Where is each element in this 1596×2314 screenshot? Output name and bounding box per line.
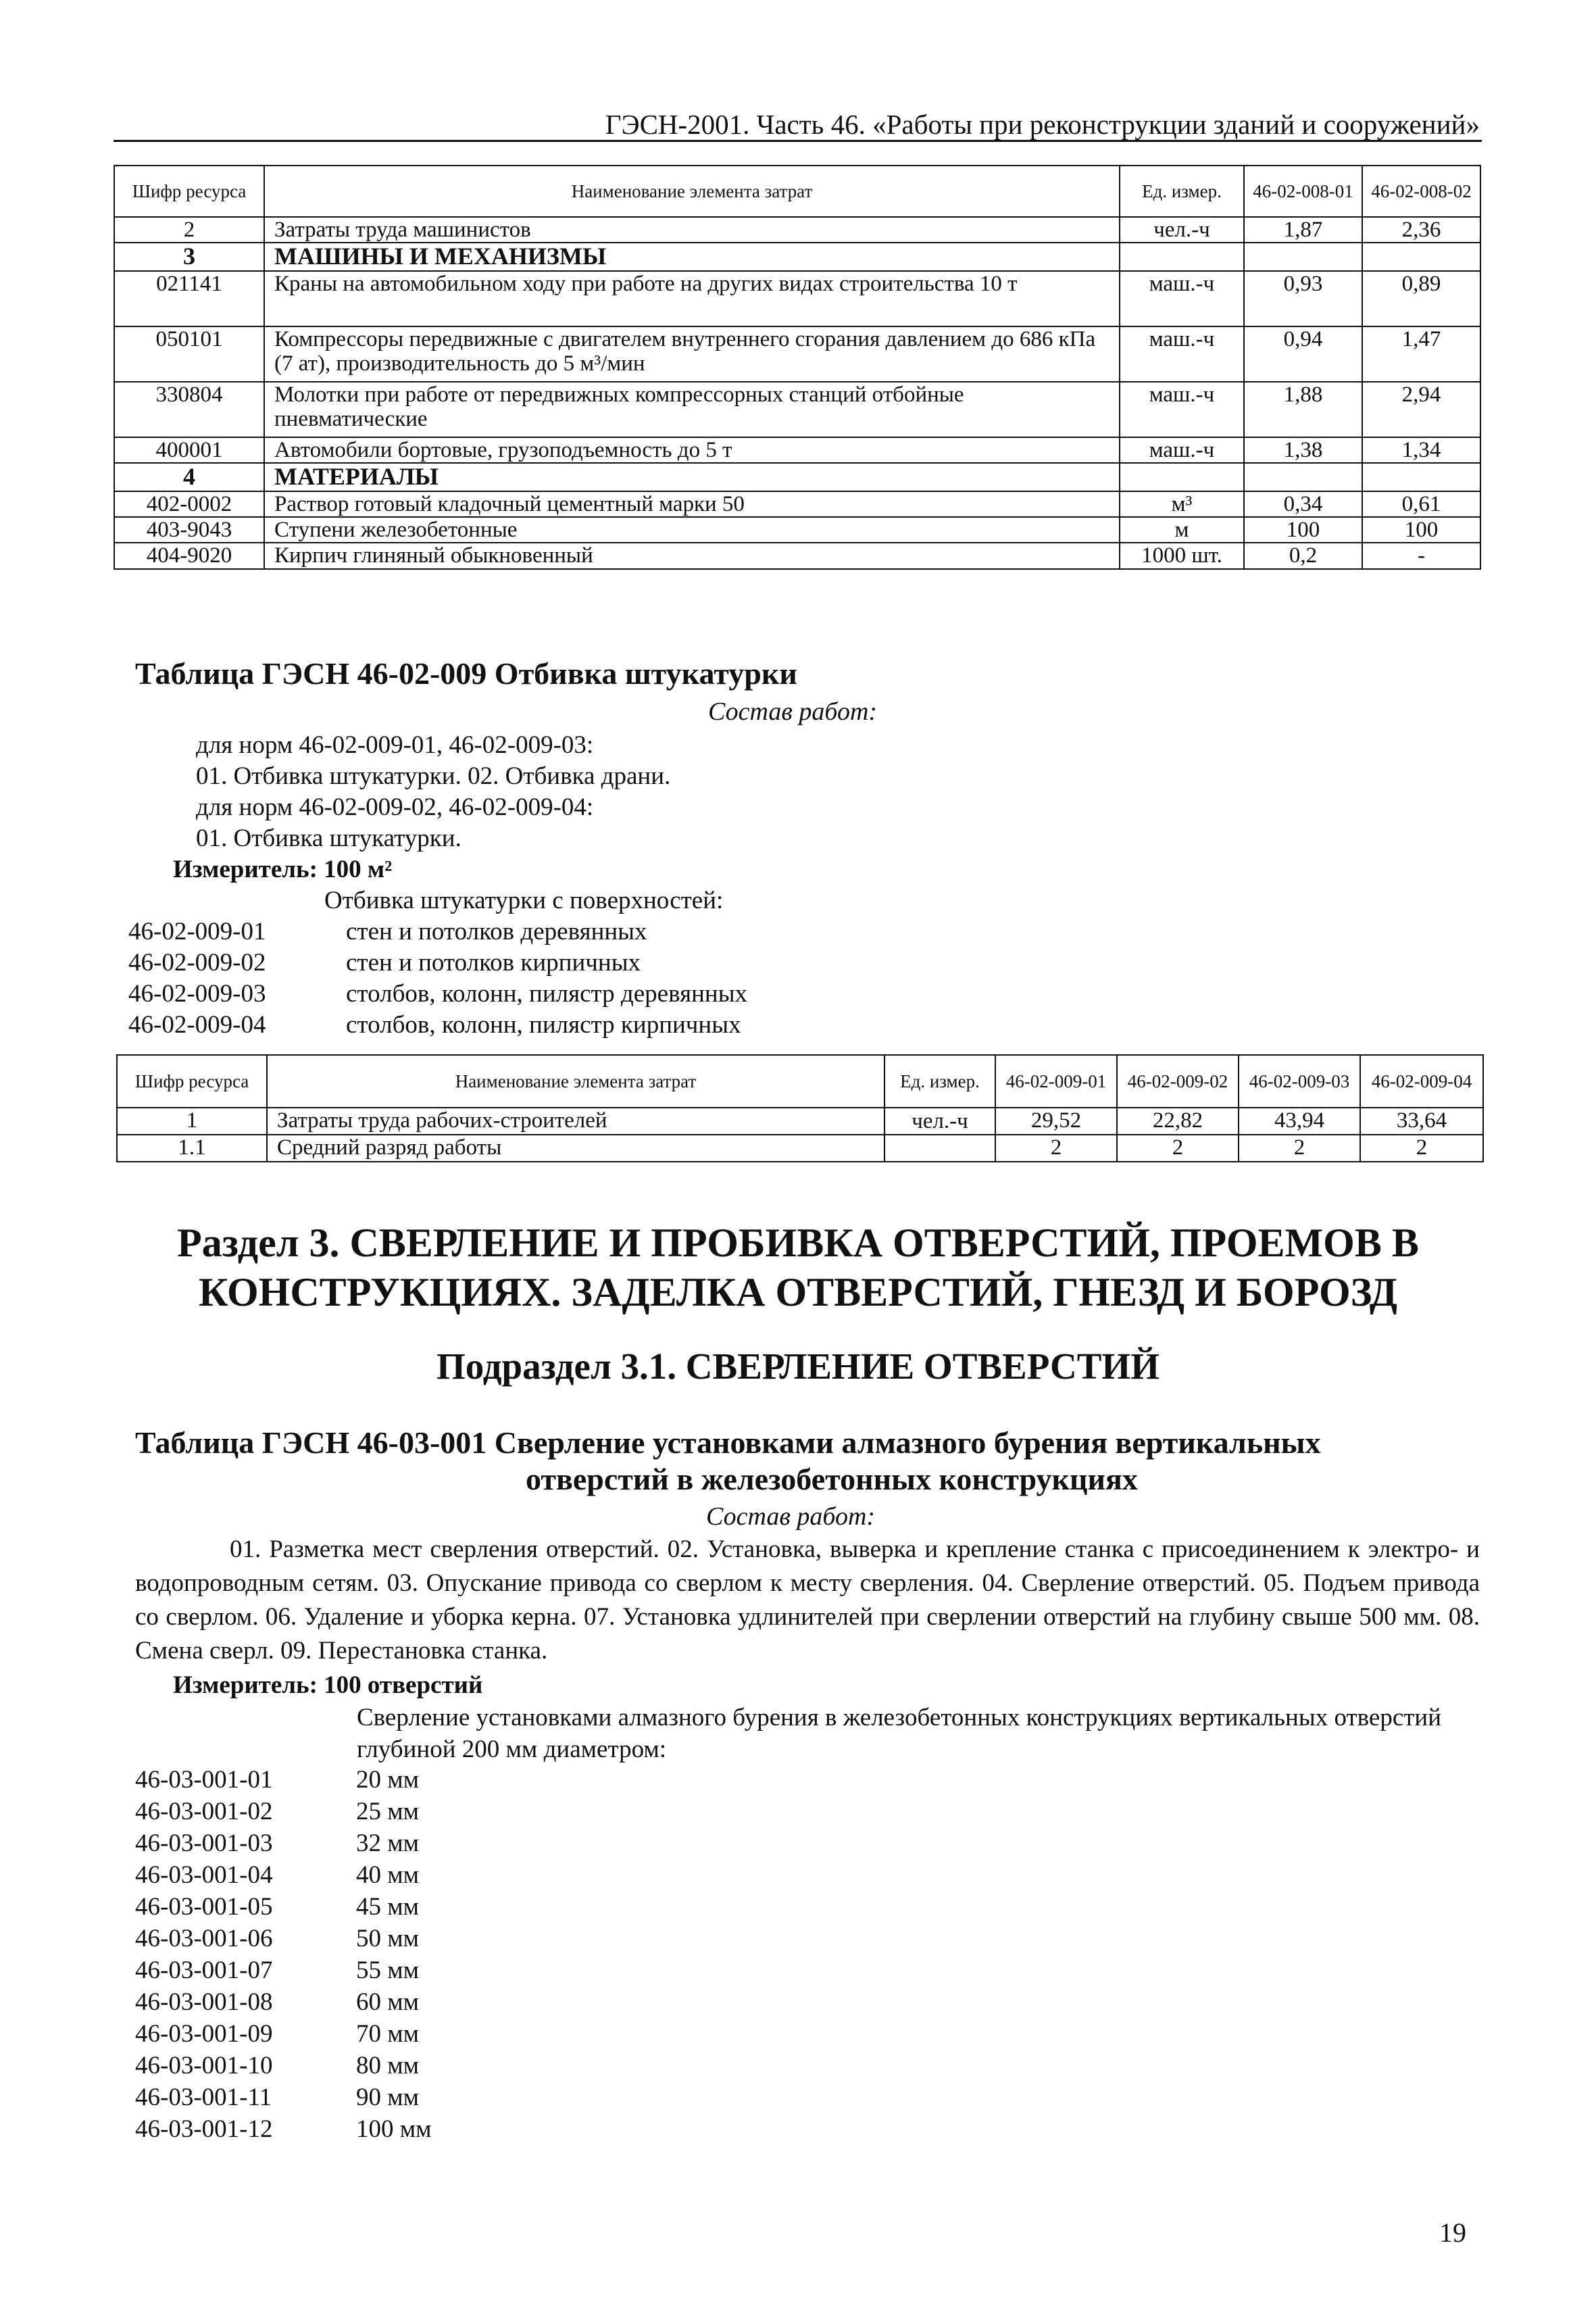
unit: 1000 шт. <box>1120 543 1244 568</box>
composition-line: для норм 46-02-009-01, 46-02-009-03: <box>196 731 594 759</box>
header-resource-code: Шифр ресурса <box>117 1055 267 1108</box>
unit: м <box>1120 517 1244 543</box>
header-cost-element: Наименование элемента затрат <box>264 166 1120 217</box>
norm-description: 25 мм <box>356 1798 420 1825</box>
section-label: МАШИНЫ И МЕХАНИЗМЫ <box>264 243 1120 271</box>
cost-element: Автомобили бортовые, грузоподъемность до 5 т <box>264 437 1120 463</box>
unit: маш.-ч <box>1120 382 1244 437</box>
table-row <box>114 543 1480 568</box>
norm-code: 46-02-009-03 <box>128 980 266 1008</box>
cost-element: Компрессоры передвижные с двигателем внутреннего сгорания давлением до 686 кПа (7 ат), производительность до 5 м³/мин <box>264 326 1120 382</box>
norms-intro: Сверление установками алмазного бурения в железобетонных конструкциях вертикальных отверстий глубиной 200 мм диаметром: <box>357 1704 1442 1763</box>
norm-description: 32 мм <box>356 1829 420 1857</box>
unit: м³ <box>1120 491 1244 517</box>
value-1: 29,52 <box>995 1108 1117 1135</box>
norm-description: 80 мм <box>356 2052 420 2079</box>
table-title-46-03-001-continued: отверстий в железобетонных конструкциях <box>526 1462 1138 1496</box>
norm-code: 46-03-001-05 <box>135 1893 273 1921</box>
resource-code: 4 <box>114 463 264 491</box>
norm-description: 20 мм <box>356 1766 420 1794</box>
value-2: 2 <box>1117 1135 1239 1162</box>
meter-unit: Измеритель: 100 м² <box>173 856 393 883</box>
value-2: - <box>1362 543 1480 568</box>
norm-description: 90 мм <box>356 2084 420 2111</box>
resource-code: 021141 <box>114 271 264 326</box>
norm-code: 46-03-001-08 <box>135 1988 273 2016</box>
unit: чел.-ч <box>1120 217 1244 243</box>
header-norm-col-2: 46-02-008-02 <box>1362 166 1480 217</box>
header-resource-code: Шифр ресурса <box>114 166 264 217</box>
meter-unit: Измеритель: 100 отверстий <box>173 1671 483 1699</box>
composition-text: 01. Разметка мест сверления отверстий. 02. Установка, выверка и крепление станка с присоединением к электро- и водопроводным сетям. 03. Опускание привода со сверлом к месту сверления. 04. Сверление отверстий. 05. Подъем привода со сверлом. 06. Удаление и уборка керна. 07. Установка удлинителей при сверлении отверстий на глубину свыше 500 мм. 08. Смена сверл. 09. Перестановка станка. <box>135 1535 1480 1665</box>
value-2: 0,89 <box>1362 271 1480 326</box>
unit: маш.-ч <box>1120 437 1244 463</box>
resource-table-46-02-009 <box>116 1054 1484 1162</box>
norm-description: столбов, колонн, пилястр деревянных <box>346 980 748 1008</box>
unit: маш.-ч <box>1120 326 1244 382</box>
header-norm-col-1: 46-02-008-01 <box>1244 166 1362 217</box>
header-cost-element: Наименование элемента затрат <box>267 1055 884 1108</box>
resource-code: 2 <box>114 217 264 243</box>
norm-code: 46-03-001-11 <box>135 2084 272 2111</box>
section-heading: КОНСТРУКЦИЯХ. ЗАДЕЛКА ОТВЕРСТИЙ, ГНЕЗД И БОРОЗД <box>199 1270 1397 1314</box>
norm-code: 46-02-009-01 <box>128 918 266 945</box>
unit: маш.-ч <box>1120 271 1244 326</box>
composition-line: 01. Отбивка штукатурки. 02. Отбивка драни. <box>196 762 671 790</box>
norm-code: 46-03-001-07 <box>135 1956 273 1984</box>
table-row <box>114 491 1480 517</box>
norm-description: стен и потолков кирпичных <box>346 949 641 977</box>
value-1: 100 <box>1244 517 1362 543</box>
resource-code: 402-0002 <box>114 491 264 517</box>
running-header: ГЭСН-2001. Часть 46. «Работы при реконструкции зданий и сооружений» <box>605 109 1480 140</box>
norm-code: 46-02-009-02 <box>128 949 266 977</box>
value-1: 0,94 <box>1244 326 1362 382</box>
table-row <box>114 517 1480 543</box>
composition-line: 01. Отбивка штукатурки. <box>196 824 462 852</box>
value-2: 100 <box>1362 517 1480 543</box>
norm-code: 46-03-001-04 <box>135 1861 273 1889</box>
table-row <box>114 217 1480 243</box>
cost-element: Молотки при работе от передвижных компрессорных станций отбойные пневматические <box>264 382 1120 437</box>
table-row <box>114 437 1480 463</box>
value-4: 33,64 <box>1360 1108 1483 1135</box>
table-header-row <box>117 1055 1483 1108</box>
value-1: 0,2 <box>1244 543 1362 568</box>
unit <box>1120 463 1244 491</box>
section-label: МАТЕРИАЛЫ <box>264 463 1120 491</box>
norm-description: 55 мм <box>356 1956 420 1984</box>
cost-element: Раствор готовый кладочный цементный марки 50 <box>264 491 1120 517</box>
unit: чел.-ч <box>884 1108 995 1135</box>
norm-code: 46-02-009-04 <box>128 1011 266 1039</box>
value-2 <box>1362 243 1480 271</box>
norm-code: 46-03-001-09 <box>135 2020 273 2048</box>
resource-code: 404-9020 <box>114 543 264 568</box>
resource-code: 1.1 <box>117 1135 267 1162</box>
value-2: 22,82 <box>1117 1108 1239 1135</box>
value-1 <box>1244 243 1362 271</box>
value-3: 43,94 <box>1239 1108 1360 1135</box>
composition-label: Состав работ: <box>706 1502 876 1531</box>
cost-element: Кирпич глиняный обыкновенный <box>264 543 1120 568</box>
value-2: 0,61 <box>1362 491 1480 517</box>
table-row <box>114 382 1480 437</box>
composition-line: для норм 46-02-009-02, 46-02-009-04: <box>196 793 594 821</box>
header-norm-col-4: 46-02-009-04 <box>1360 1055 1483 1108</box>
unit <box>884 1135 995 1162</box>
norm-code: 46-03-001-06 <box>135 1925 273 1952</box>
cost-element: Затраты труда машинистов <box>264 217 1120 243</box>
cost-element: Средний разряд работы <box>267 1135 884 1162</box>
norm-code: 46-03-001-12 <box>135 2115 273 2143</box>
norm-description: 40 мм <box>356 1861 420 1889</box>
value-2 <box>1362 463 1480 491</box>
header-unit: Ед. измер. <box>1120 166 1244 217</box>
norm-description: столбов, колонн, пилястр кирпичных <box>346 1011 741 1039</box>
composition-label: Состав работ: <box>708 697 878 726</box>
subsection-heading: Подраздел 3.1. СВЕРЛЕНИЕ ОТВЕРСТИЙ <box>437 1346 1159 1387</box>
cost-element: Ступени железобетонные <box>264 517 1120 543</box>
resource-code: 1 <box>117 1108 267 1135</box>
cost-element: Краны на автомобильном ходу при работе на других видах строительства 10 т <box>264 271 1120 326</box>
page-number: 19 <box>1439 2217 1466 2248</box>
unit <box>1120 243 1244 271</box>
table-header-row <box>114 166 1480 217</box>
table-row <box>114 243 1480 271</box>
header-norm-col-2: 46-02-009-02 <box>1117 1055 1239 1108</box>
table-row <box>114 326 1480 382</box>
norm-code: 46-03-001-03 <box>135 1829 273 1857</box>
resource-code: 403-9043 <box>114 517 264 543</box>
value-1: 0,34 <box>1244 491 1362 517</box>
value-1: 1,88 <box>1244 382 1362 437</box>
norm-description: 45 мм <box>356 1893 420 1921</box>
norm-code: 46-03-001-10 <box>135 2052 273 2079</box>
value-2: 2,36 <box>1362 217 1480 243</box>
resource-code: 050101 <box>114 326 264 382</box>
resource-table-46-02-008 <box>114 165 1481 570</box>
norm-description: 60 мм <box>356 1988 420 2016</box>
table-title-46-03-001: Таблица ГЭСН 46-03-001 Сверление установками алмазного бурения вертикальных <box>135 1425 1321 1460</box>
header-unit: Ед. измер. <box>884 1055 995 1108</box>
table-row <box>114 271 1480 326</box>
value-1: 1,38 <box>1244 437 1362 463</box>
value-1 <box>1244 463 1362 491</box>
table-row <box>117 1135 1483 1162</box>
value-1: 2 <box>995 1135 1117 1162</box>
table-row <box>114 463 1480 491</box>
norm-description: 50 мм <box>356 1925 420 1952</box>
table-title-46-02-009: Таблица ГЭСН 46-02-009 Отбивка штукатурки <box>135 656 797 691</box>
norm-code: 46-03-001-01 <box>135 1766 273 1794</box>
header-norm-col-1: 46-02-009-01 <box>995 1055 1117 1108</box>
norm-description: стен и потолков деревянных <box>346 918 647 945</box>
resource-code: 3 <box>114 243 264 271</box>
norm-code: 46-03-001-02 <box>135 1798 273 1825</box>
value-2: 1,34 <box>1362 437 1480 463</box>
value-3: 2 <box>1239 1135 1360 1162</box>
resource-code: 400001 <box>114 437 264 463</box>
resource-code: 330804 <box>114 382 264 437</box>
value-2: 2,94 <box>1362 382 1480 437</box>
value-4: 2 <box>1360 1135 1483 1162</box>
value-1: 1,87 <box>1244 217 1362 243</box>
norms-intro: Отбивка штукатурки с поверхностей: <box>324 887 724 914</box>
cost-element: Затраты труда рабочих-строителей <box>267 1108 884 1135</box>
header-rule <box>114 140 1482 142</box>
norm-description: 100 мм <box>356 2115 432 2143</box>
table-row <box>117 1108 1483 1135</box>
value-1: 0,93 <box>1244 271 1362 326</box>
section-heading: Раздел 3. СВЕРЛЕНИЕ И ПРОБИВКА ОТВЕРСТИЙ, ПРОЕМОВ В <box>177 1221 1419 1265</box>
value-2: 1,47 <box>1362 326 1480 382</box>
norm-description: 70 мм <box>356 2020 420 2048</box>
header-norm-col-3: 46-02-009-03 <box>1239 1055 1360 1108</box>
